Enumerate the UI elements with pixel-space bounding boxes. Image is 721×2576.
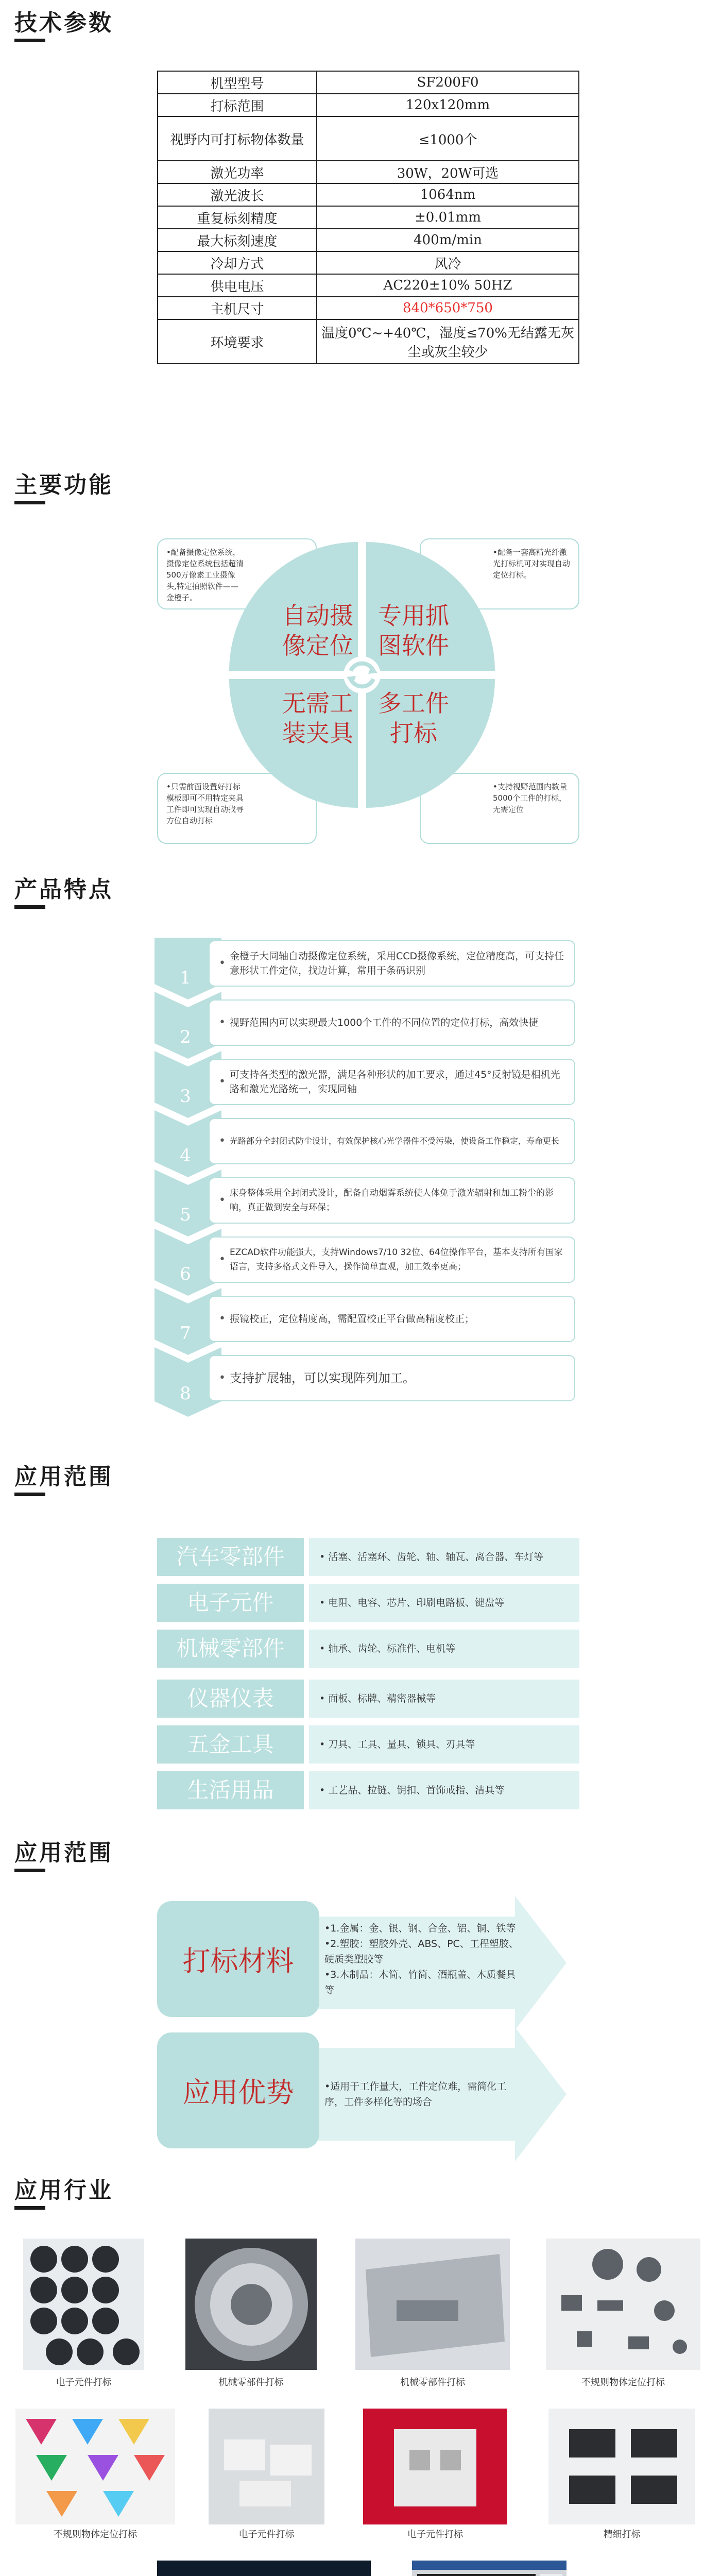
spec-value: ±0.01mm: [317, 206, 579, 229]
spec-row: [158, 251, 579, 274]
industry-caption: 电子元件打标: [238, 2529, 295, 2540]
spec-row: [158, 206, 579, 229]
industry-photo-colorful-parts: [15, 2409, 175, 2524]
quadrant-label-software: 专用抓图软件: [378, 602, 449, 659]
feature-text: 金橙子大同轴自动摄像定位系统，采用CCD摄像系统，定位精度高，可支持任意形状工件定位，找边计算，常用于条码识别: [229, 951, 564, 976]
spec-value: 1064nm: [317, 183, 579, 206]
range-category: 机械零部件: [157, 1630, 304, 1668]
feature-text: 视野范围内可以实现最大1000个工件的不同位置的定位打标，高效快捷: [229, 1017, 539, 1028]
range-category: 汽车零部件: [157, 1538, 304, 1576]
industry-photo-software-view: [412, 2561, 566, 2576]
industry-caption: 电子元件打标: [56, 2377, 112, 2388]
spec-key: 供电电压: [158, 274, 317, 297]
material-item-plastic: •2.塑胶：塑胶外壳、ABS、PC、工程塑胶、硬质类塑胶等: [324, 1938, 519, 1965]
range-category: 五金工具: [157, 1725, 304, 1764]
spec-key: 打标范围: [158, 94, 317, 116]
quadrant-label-multi-workpiece: 多工件打标: [378, 689, 449, 747]
spec-row: [158, 319, 579, 364]
spec-value: 400m/min: [317, 229, 579, 251]
spec-key: 主机尺寸: [158, 297, 317, 319]
range-row: [157, 1771, 579, 1809]
spec-key: 激光波长: [158, 183, 317, 206]
feature-card: • 光路部分全封闭式防尘设计，有效保护核心光学器件不受污染，使设备工作稳定，寿命更长: [209, 1118, 575, 1164]
function-text: •配备一套高精光纤激光打标机可对实现自动定位打标。: [493, 548, 571, 580]
spec-row: [158, 71, 579, 94]
section-title-industries: 应用行业: [14, 2172, 113, 2205]
spec-row: [158, 161, 579, 183]
quadrant-label-positioning: 自动摄像定位: [282, 602, 353, 659]
industry-photo-electronic-red: [363, 2409, 507, 2524]
range-items: • 工艺品、拉链、钥扣、首饰戒指、洁具等: [309, 1771, 579, 1809]
quadrant-label-no-fixture: 无需工装夹具: [282, 689, 353, 747]
industry-photo-mechanical-part: [185, 2239, 317, 2370]
feature-number: 1: [180, 968, 191, 988]
feature-number: 4: [180, 1145, 191, 1166]
feature-card: • EZCAD软件功能强大，支持Windows7/10 32位、64位操作平台，基本支持所有国家语言，支持多格式文件导入，操作简单直观，加工效率更高；: [209, 1236, 575, 1283]
function-circle: [223, 536, 501, 814]
feature-text: EZCAD软件功能强大，支持Windows7/10 32位、64位操作平台，基本支持所有国家语言，支持多格式文件导入，操作简单直观，加工效率更高；: [229, 1247, 563, 1272]
spec-key: 视野内可打标物体数量: [158, 116, 317, 161]
section-title-range-materials: 应用范围: [14, 1834, 113, 1867]
feature-number: 3: [180, 1086, 191, 1107]
spec-key: 机型型号: [158, 71, 317, 94]
feature-card: • 可支持各类型的激光器，满足各种形状的加工要求，通过45°反射镜是相机光路和激光光路统一，实现同轴: [209, 1059, 575, 1105]
spec-row: [158, 116, 579, 161]
feature-number: 8: [180, 1383, 191, 1404]
spec-key: 最大标刻速度: [158, 229, 317, 251]
spec-key: 冷却方式: [158, 251, 317, 274]
range-items: • 面板、标牌、精密器械等: [309, 1680, 579, 1718]
spec-value: 120x120mm: [317, 94, 579, 116]
spec-row: [158, 229, 579, 251]
range-row: [157, 1630, 579, 1668]
function-text: •支持视野范围内数量5000个工件的打标，无需定位: [493, 782, 567, 814]
spec-value-highlight: 840*650*750: [317, 297, 579, 319]
feature-text: 床身整体采用全封闭式设计，配备自动烟雾系统使人体免于激光辐射和加工粉尘的影响，真正做到安全与环保；: [229, 1188, 554, 1213]
spec-row: [158, 94, 579, 116]
section-title-range: 应用范围: [14, 1458, 113, 1491]
industry-caption: 精细打标: [603, 2529, 641, 2540]
industry-caption: 机械零部件打标: [400, 2377, 465, 2388]
function-text: •配备摄像定位系统，摄像定位系统包括超清500万像素工业摄像头,特定拍照软件——金橙子。: [166, 548, 244, 602]
feature-number: 5: [180, 1205, 191, 1225]
materials-label: 打标材料: [157, 1901, 319, 2017]
feature-text: 支持扩展轴，可以实现阵列加工。: [229, 1371, 415, 1385]
range-row: [157, 1725, 579, 1764]
industry-caption: 不规则物体定位打标: [54, 2529, 137, 2540]
spec-row: [158, 183, 579, 206]
industry-caption: 不规则物体定位打标: [581, 2377, 665, 2388]
industry-photo-irregular-objects: [546, 2239, 700, 2370]
spec-value: AC220±10% 50HZ: [317, 274, 579, 297]
feature-number: 6: [180, 1264, 191, 1284]
section-title-specs: 技术参数: [14, 4, 113, 37]
spec-value: SF200F0: [317, 71, 579, 94]
industry-photo-mechanical-tag: [355, 2239, 510, 2370]
industry-photo-electronic-blocks: [209, 2409, 324, 2524]
range-category: 生活用品: [157, 1771, 304, 1809]
range-row: [157, 1680, 579, 1718]
industry-photo-fine-marking: [157, 2561, 371, 2576]
feature-card: • 金橙子大同轴自动摄像定位系统，采用CCD摄像系统，定位精度高，可支持任意形状工件定位，找边计算，常用于条码识别: [209, 940, 575, 987]
feature-card: • 视野范围内可以实现最大1000个工件的不同位置的定位打标，高效快捷: [209, 999, 575, 1046]
feature-card: • 支持扩展轴，可以实现阵列加工。: [209, 1355, 575, 1401]
range-items: • 刀具、工具、量具、锁具、刃具等: [309, 1725, 579, 1764]
spec-row: [158, 274, 579, 297]
feature-text: 可支持各类型的激光器，满足各种形状的加工要求，通过45°反射镜是相机光路和激光光路统一，实现同轴: [229, 1069, 560, 1095]
spec-row: [158, 297, 579, 319]
feature-card: • 振镜校正，定位精度高，需配置校正平台做高精度校正；: [209, 1296, 575, 1342]
material-item-metal: •1.金属：金、银、钢、合金、铝、铜、铁等: [324, 1923, 516, 1934]
range-items: • 轴承、齿轮、标准件、电机等: [309, 1630, 579, 1668]
spec-value: 30W，20W可选: [317, 161, 579, 183]
spec-key: 激光功率: [158, 161, 317, 183]
industry-photo-chips: [548, 2409, 695, 2524]
advantages-label: 应用优势: [157, 2032, 319, 2148]
range-row: [157, 1538, 579, 1576]
range-category: 仪器仪表: [157, 1680, 304, 1718]
feature-card: • 床身整体采用全封闭式设计，配备自动烟雾系统使人体免于激光辐射和加工粉尘的影响，真正做到安全与环保；: [209, 1177, 575, 1224]
feature-number: 7: [180, 1323, 191, 1344]
material-item-wood: •3.木制品：木简、竹简、酒瓶盖、木质餐具等: [324, 1969, 516, 1996]
feature-text: 光路部分全封闭式防尘设计，有效保护核心光学器件不受污染，使设备工作稳定，寿命更长: [229, 1136, 559, 1146]
range-row: [157, 1584, 579, 1622]
spec-key: 环境要求: [158, 319, 317, 364]
materials-list: [324, 1921, 520, 1998]
function-text: •只需前面设置好打标模板即可不用特定夹具工件即可实现自动找寻方位自动打标: [166, 782, 244, 825]
feature-text: 振镜校正，定位精度高，需配置校正平台做高精度校正；: [229, 1313, 474, 1325]
section-title-functions: 主要功能: [14, 466, 113, 499]
range-items: • 活塞、活塞环、齿轮、轴、轴瓦、离合器、车灯等: [309, 1538, 579, 1576]
industry-photo-electronic-labels: [23, 2239, 144, 2370]
spec-value: ≤1000个: [317, 116, 579, 161]
advantages-text: •适用于工作量大，工件定位难，需简化工序，工件多样化等的场合: [324, 2081, 507, 2108]
feature-number: 2: [180, 1027, 191, 1047]
industry-caption: 机械零部件打标: [218, 2377, 284, 2388]
range-items: • 电阻、电容、芯片、印刷电路板、键盘等: [309, 1584, 579, 1622]
spec-table: [157, 71, 579, 364]
section-title-features: 产品特点: [14, 871, 113, 904]
industry-caption: 电子元件打标: [407, 2529, 463, 2540]
spec-key: 重复标刻精度: [158, 206, 317, 229]
range-category: 电子元件: [157, 1584, 304, 1622]
spec-value: 风冷: [317, 251, 579, 274]
spec-value: 温度0℃~+40℃，湿度≤70%无结露无灰尘或灰尘较少: [317, 319, 579, 364]
